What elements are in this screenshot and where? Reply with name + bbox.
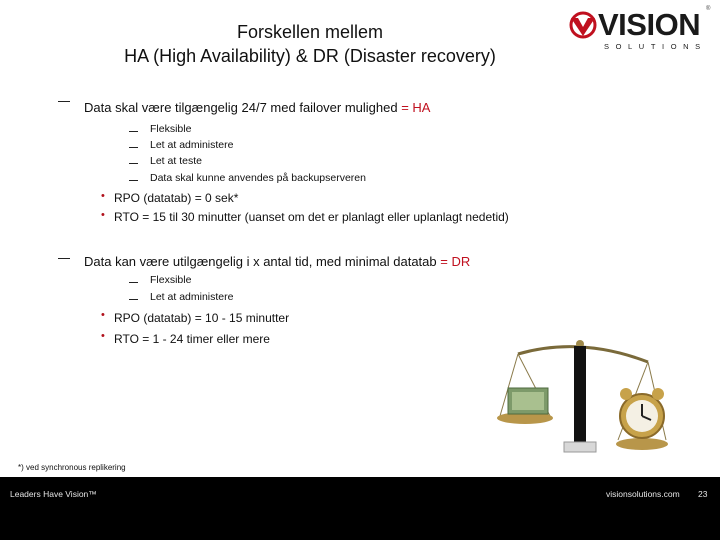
- page-number: 23: [698, 489, 708, 499]
- dash-marker: [129, 299, 138, 300]
- bullet-icon: •: [101, 190, 105, 202]
- dash-marker: [129, 163, 138, 164]
- dr-bullet: RPO (datatab) = 10 - 15 minutter: [114, 311, 290, 325]
- slide-title-line2: HA (High Availability) & DR (Disaster recovery): [124, 46, 496, 66]
- dr-heading-text: Data kan være utilgængelig i x antal tid, med minimal datatab: [84, 254, 441, 269]
- ha-subitem: Fleksible: [150, 123, 192, 135]
- slide-title-line1: Forskellen mellem: [236, 22, 384, 42]
- scale-illustration-icon: [490, 332, 670, 472]
- footer-site-link[interactable]: visionsolutions.com: [606, 489, 680, 499]
- dr-heading: [84, 254, 470, 269]
- logo-subtitle: SOLUTIONS: [604, 42, 707, 51]
- dash-marker: [129, 131, 138, 132]
- dr-subitem: Let at administere: [150, 291, 234, 303]
- dr-tag: = DR: [440, 254, 471, 269]
- dr-subitem: Flexsible: [150, 274, 192, 286]
- footnote: *) ved synchronous replikering: [18, 463, 126, 472]
- logo-word: VISION: [598, 7, 701, 42]
- footer-tagline: Leaders Have Vision™: [10, 489, 97, 499]
- bullet-icon: •: [101, 309, 105, 321]
- bullet-icon: •: [101, 209, 105, 221]
- vision-logo-mark-icon: [568, 10, 598, 40]
- vision-solutions-logo: [568, 6, 716, 54]
- dash-marker: [58, 258, 70, 259]
- ha-tag: = HA: [401, 100, 431, 115]
- footer-bar: [0, 477, 720, 540]
- dash-marker: [129, 147, 138, 148]
- ha-heading: [84, 100, 430, 115]
- slide-title: [60, 20, 560, 68]
- logo-registered: ®: [706, 6, 711, 12]
- ha-bullet: RPO (datatab) = 0 sek*: [114, 191, 239, 205]
- ha-subitem: Let at teste: [150, 155, 202, 167]
- ha-subitem: Data skal kunne anvendes på backupserveren: [150, 172, 366, 184]
- dr-bullet: RTO = 1 - 24 timer eller mere: [114, 332, 270, 346]
- ha-heading-text: Data skal være tilgængelig 24/7 med failover mulighed: [84, 100, 402, 115]
- ha-subitem: Let at administere: [150, 139, 234, 151]
- ha-bullet: RTO = 15 til 30 minutter (uanset om det er planlagt eller uplanlagt nedetid): [114, 210, 509, 224]
- dash-marker: [58, 101, 70, 102]
- bullet-icon: •: [101, 330, 105, 342]
- dash-marker: [129, 282, 138, 283]
- dash-marker: [129, 180, 138, 181]
